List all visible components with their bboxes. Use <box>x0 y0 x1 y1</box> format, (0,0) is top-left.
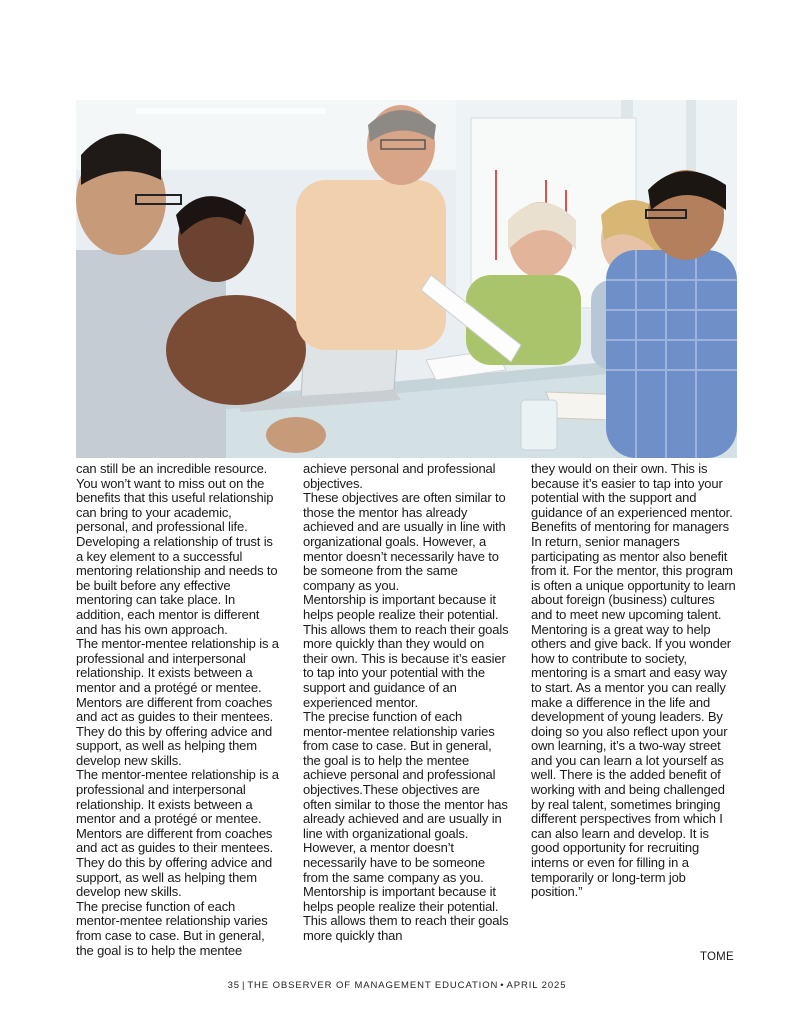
page-footer <box>0 980 794 991</box>
footer-separator: | <box>241 980 246 991</box>
author-name: TOME <box>700 951 734 963</box>
meeting-illustration <box>76 100 737 458</box>
issue-date: APRIL 2025 <box>506 980 567 991</box>
footer-bullet: • <box>500 980 505 991</box>
article-column-3: they would on their own. This is because it’s easier to tap into your potential with the support and guidance of an experienced mentor. Benefits of mentoring for managers In return, senior managers participating as mentor also benefit from it. For the mentor, this program is often a unique opportunity to learn about foreign (business) cultures and to meet new upcoming talent. Mentoring is a great way to help others and give back. If you wonder how to contribute to society, mentoring is a smart and easy way to start. As a mentor you can really make a difference in the life and development of young leaders. By doing so you also reflect upon your own learning, it’s a two-way street and you can learn a lot yourself as well. There is the added benefit of working with and being challenged by real talent, sometimes bringing different perspectives from which I can also learn and develop. It is good opportunity for recruiting interns or even for filling in a temporarily or long-term job position.” <box>531 461 736 900</box>
publication-name: THE OBSERVER OF MANAGEMENT EDUCATION <box>247 980 499 991</box>
article-photo-team-meeting <box>76 100 737 458</box>
article-column-1: can still be an incredible resource. You won’t want to miss out on the benefits that this useful relationship can bring to your academic, personal, and professional life. Developing a relationship of trust is a key element to a successful mentoring relationship and needs to be built before any effective mentoring can take place. In addition, each mentor is different and has his own approach. The mentor-mentee relationship is a professional and interpersonal relationship. It exists between a mentor and a protégé or mentee. Mentors are different from coaches and act as guides to their mentees. They do this by offering advice and support, as well as helping them develop new skills. The mentor-mentee relationship is a professional and interpersonal relationship. It exists between a mentor and a protégé or mentee. Mentors are different from coaches and act as guides to their mentees. They do this by offering advice and support, as well as helping them develop new skills. The precise function of each mentor-mentee relationship varies from case to case. But in general, the goal is to help the mentee <box>76 461 279 958</box>
page-number: 35 <box>227 980 240 991</box>
article-column-2: achieve personal and professional objectives. These objectives are often similar to those the mentor has already achieved and are usually in line with organizational goals. However, a mentor doesn’t necessarily have to be someone from the same company as you. Mentorship is important because it helps people realize their potential. This allows them to reach their goals more quickly than they would on their own. This is because it’s easier to tap into your potential with the support and guidance of an experienced mentor. The precise function of each mentor-mentee relationship varies from case to case. But in general, the goal is to help the mentee achieve personal and professional objectives.These objectives are often similar to those the mentor has already achieved and are usually in line with organizational goals. However, a mentor doesn’t necessarily have to be someone from the same company as you. Mentorship is important because it helps people realize their potential. This allows them to reach their goals more quickly than <box>303 461 509 943</box>
